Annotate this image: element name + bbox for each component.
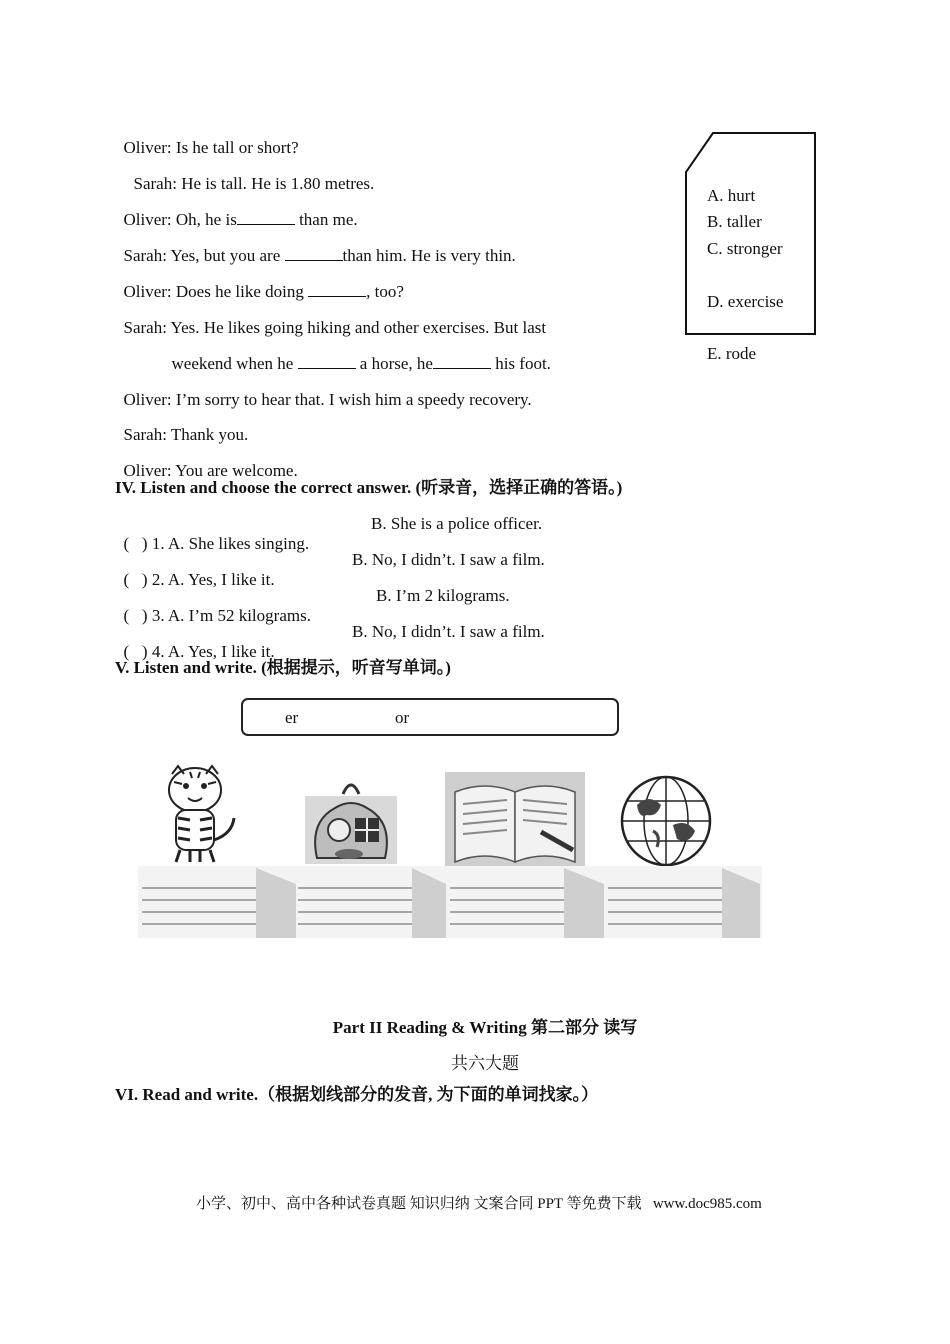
dialogue-text: Does he like doing xyxy=(171,282,309,301)
dialogue-text: Yes, but you are xyxy=(166,246,285,265)
speaker: Sarah: xyxy=(123,425,167,444)
dialogue-text: I’m sorry to hear that. I wish him a speedy recovery. xyxy=(171,390,532,409)
section-5-title: V. Listen and write. (根据提示，听音写单词。) xyxy=(115,658,451,677)
option-e: E. rode xyxy=(707,344,757,363)
option-a-text: ( ) 2. A. Yes, I like it. xyxy=(123,570,275,589)
answer-blank[interactable] xyxy=(308,282,366,297)
speaker: Oliver: xyxy=(123,461,172,480)
dialogue-text: , too? xyxy=(366,282,404,301)
speaker: Oliver: xyxy=(123,210,172,229)
option-c: C. stronger xyxy=(707,239,783,258)
answer-blank[interactable] xyxy=(285,246,343,261)
book-icon xyxy=(445,772,585,866)
speaker: Sarah: xyxy=(133,174,177,193)
part-2-title: Part II Reading & Writing 第二部分 读写 xyxy=(332,1018,638,1037)
dialogue-line-2 xyxy=(125,154,374,194)
speaker: Sarah: xyxy=(123,318,167,337)
tiger-icon xyxy=(150,762,250,866)
dialogue-line-4 xyxy=(115,226,516,266)
dialogue-text: than me. xyxy=(294,210,358,229)
writing-lines xyxy=(138,864,762,940)
option-d: D. exercise xyxy=(707,292,784,311)
dialogue-text: his foot. xyxy=(490,354,551,373)
section-6-title: VI. Read and write.（根据划线部分的发音, 为下面的单词找家。） xyxy=(115,1085,599,1104)
footer-text: 小学、初中、高中各种试卷真题 知识归纳 文案合同 PPT 等免费下载 www.doc985.com xyxy=(196,1196,762,1212)
speaker: Oliver: xyxy=(123,390,172,409)
option-a: A. hurt xyxy=(707,186,756,205)
globe-icon xyxy=(613,775,721,869)
section-4-title: IV. Listen and choose the correct answer. (听录音，选择正确的答语。) xyxy=(115,478,623,497)
dialogue-text: He is tall. He is 1.80 metres. xyxy=(176,174,375,193)
dialogue-line-8 xyxy=(115,370,532,410)
dialogue-text: Thank you. xyxy=(166,425,249,444)
option-a-text: ( ) 1. A. She likes singing. xyxy=(123,534,310,553)
speaker: Oliver: xyxy=(123,282,172,301)
dialogue-text: than him. He is very thin. xyxy=(342,246,516,265)
dialogue-line-9 xyxy=(115,405,248,445)
dialogue-line-5 xyxy=(115,262,404,302)
answer-blank[interactable] xyxy=(237,210,295,225)
dialogue-line-7 xyxy=(163,334,551,374)
dialogue-text: You are welcome. xyxy=(171,461,298,480)
option-b: B. taller xyxy=(707,212,762,231)
answer-blank[interactable] xyxy=(298,354,356,369)
hint-er: er xyxy=(285,708,299,727)
dialogue-text: Yes. He likes going hiking and other exercises. But last xyxy=(166,318,547,337)
option-b-text: B. No, I didn’t. I saw a film. xyxy=(352,622,545,641)
speaker: Sarah: xyxy=(123,246,167,265)
speaker: Oliver: xyxy=(123,138,172,157)
dialogue-line-3 xyxy=(115,190,358,230)
dialogue-line-6 xyxy=(115,298,546,338)
dialogue-text: a horse, he xyxy=(355,354,433,373)
dialogue-text: Oh, he is xyxy=(171,210,237,229)
option-a-text: ( ) 4. A. Yes, I like it. xyxy=(123,642,275,661)
option-b-text: B. I’m 2 kilograms. xyxy=(376,586,510,605)
dialogue-line-1 xyxy=(115,118,299,158)
dialogue-line-10 xyxy=(115,441,298,481)
hint-box xyxy=(241,698,619,736)
dialogue-text: Is he tall or short? xyxy=(171,138,299,157)
part-2-subtitle: 共六大题 xyxy=(451,1054,519,1073)
answer-blank[interactable] xyxy=(433,354,491,369)
dialogue-text: weekend when he xyxy=(171,354,298,373)
hint-or: or xyxy=(395,708,410,727)
option-a-text: ( ) 3. A. I’m 52 kilograms. xyxy=(123,606,311,625)
option-b-text: B. No, I didn’t. I saw a film. xyxy=(352,550,545,569)
bag-icon xyxy=(305,772,397,864)
option-b-text: B. She is a police officer. xyxy=(371,514,543,533)
